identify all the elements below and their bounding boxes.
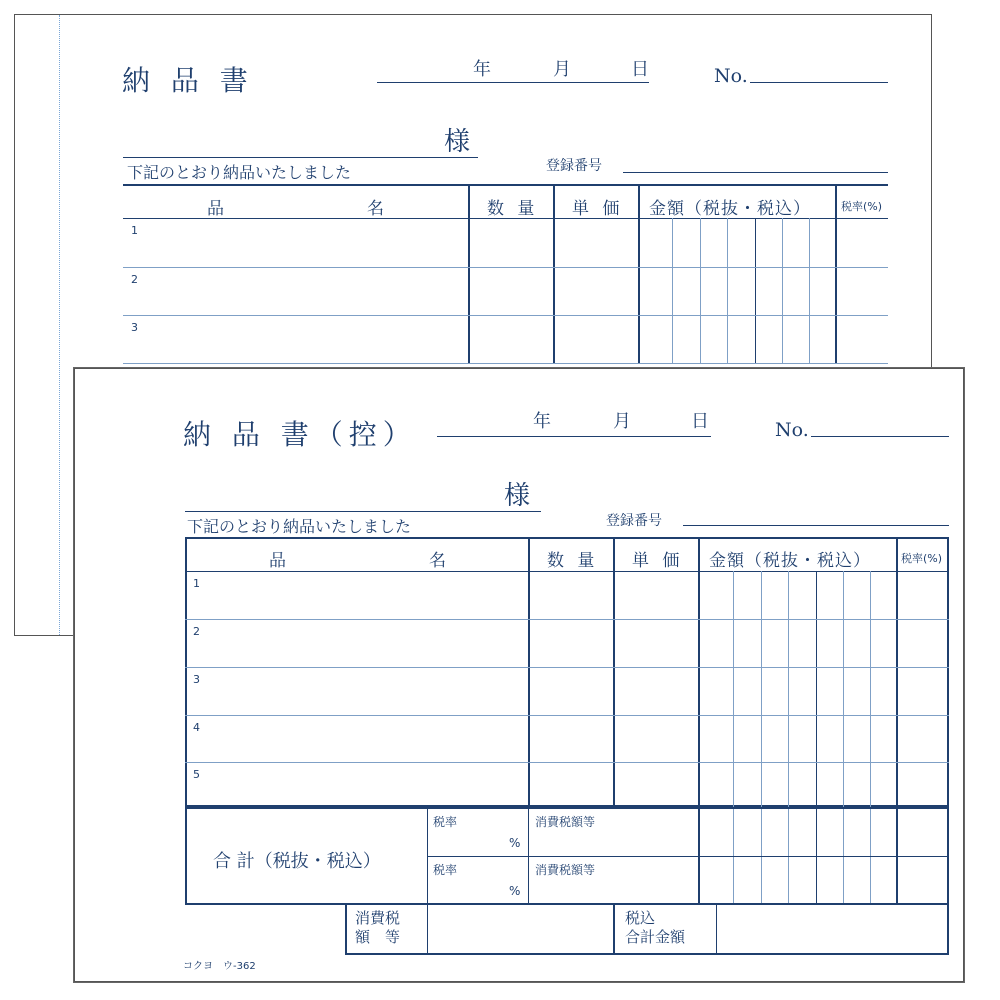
front-col-unit-price: 単 価 — [632, 551, 684, 571]
back-customer-underline — [123, 157, 478, 158]
front-registration-label: 登録番号 — [606, 513, 662, 529]
back-honorific: 様 — [444, 127, 471, 157]
back-date-underline — [377, 82, 649, 83]
front-col-quantity: 数 量 — [547, 551, 599, 571]
back-subtitle: 下記のとおり納品いたしました — [127, 163, 352, 182]
front-row-line-3 — [185, 715, 949, 716]
front-date-day: 日 — [691, 411, 709, 432]
front-tax-percent: % — [509, 836, 521, 850]
back-row-number: 3 — [131, 321, 138, 334]
front-tax-amount-label: 消費税額等 — [535, 863, 596, 877]
front-no-underline — [811, 436, 949, 437]
front-total-label: 合 計（税抜・税込） — [213, 851, 381, 872]
front-col-item-a: 品 — [269, 551, 290, 571]
front-footer-vline-3 — [716, 905, 717, 955]
back-amount-sub-2 — [700, 218, 701, 364]
back-no-label: No. — [714, 65, 748, 87]
back-row-line-2 — [123, 315, 888, 316]
front-no-label: No. — [775, 419, 809, 441]
front-tax-rate-label: 税率 — [433, 815, 458, 829]
back-amount-sub-3 — [727, 218, 728, 364]
back-date-month: 月 — [553, 59, 571, 80]
back-col-item-a: 品 — [207, 199, 228, 219]
front-consumption-tax-label-2: 額 等 — [355, 928, 401, 946]
front-date-month: 月 — [613, 411, 631, 432]
back-row-number: 2 — [131, 273, 138, 286]
back-col-amount: 金額（税抜・税込） — [649, 199, 811, 219]
front-row-number: 3 — [193, 673, 200, 686]
front-row-number: 2 — [193, 625, 200, 638]
back-row-number: 1 — [131, 224, 138, 237]
perforation-line — [59, 15, 60, 635]
back-col-quantity: 数 量 — [487, 199, 539, 219]
front-footer-vline-1 — [427, 905, 428, 955]
front-sheet — [74, 368, 964, 982]
front-footer-vline-2 — [613, 905, 615, 955]
back-date-day: 日 — [631, 59, 649, 80]
back-title: 納 品 書 — [122, 64, 254, 97]
front-subtitle: 下記のとおり納品いたしました — [187, 517, 412, 536]
front-tax-percent: % — [509, 884, 521, 898]
back-date-year: 年 — [473, 59, 491, 80]
back-vline-4 — [835, 184, 837, 364]
front-tax-rate-label: 税率 — [433, 863, 458, 877]
front-vline-qty — [528, 537, 530, 807]
front-total-incl-label-1: 税込 — [625, 909, 656, 927]
front-totals-mid-line — [427, 856, 949, 857]
front-total-incl-label-2: 合計金額 — [625, 928, 686, 946]
back-no-underline — [750, 82, 888, 83]
back-col-tax-rate: 税率(%) — [841, 200, 883, 213]
front-col-amount: 金額（税抜・税込） — [709, 551, 871, 571]
back-registration-label: 登録番号 — [546, 158, 602, 174]
back-row-line-3 — [123, 363, 888, 364]
front-honorific: 様 — [504, 481, 531, 511]
front-row-number: 5 — [193, 768, 200, 781]
front-row-line-4 — [185, 762, 949, 763]
front-row-number: 4 — [193, 721, 200, 734]
back-table-top — [123, 184, 888, 186]
front-customer-underline — [185, 511, 541, 512]
front-registration-underline — [683, 525, 949, 526]
front-header-bottom — [185, 571, 949, 572]
back-vline-2 — [553, 184, 555, 364]
front-items-table — [185, 537, 949, 807]
front-title: 納 品 書（控） — [183, 418, 417, 451]
back-amount-sub-1 — [672, 218, 673, 364]
back-vline-1 — [468, 184, 470, 364]
front-col-tax-rate: 税率(%) — [901, 552, 943, 565]
front-vline-price — [613, 537, 615, 807]
front-maker-code: コクヨ ウ-362 — [183, 961, 256, 972]
front-date-year: 年 — [533, 411, 551, 432]
back-col-unit-price: 単 価 — [572, 199, 624, 219]
front-col-item-b: 名 — [429, 551, 450, 571]
back-vline-3 — [638, 184, 640, 364]
back-amount-sub-6 — [809, 218, 810, 364]
front-row-line-2 — [185, 667, 949, 668]
front-date-underline — [437, 436, 711, 437]
back-amount-sub-5 — [782, 218, 783, 364]
back-row-line-1 — [123, 267, 888, 268]
front-row-number: 1 — [193, 577, 200, 590]
front-row-line-1 — [185, 619, 949, 620]
back-amount-sub-4 — [755, 218, 756, 364]
front-consumption-tax-label-1: 消費税 — [355, 909, 401, 927]
back-col-item-b: 名 — [367, 199, 388, 219]
front-tax-amount-label: 消費税額等 — [535, 815, 596, 829]
back-registration-underline — [623, 172, 888, 173]
